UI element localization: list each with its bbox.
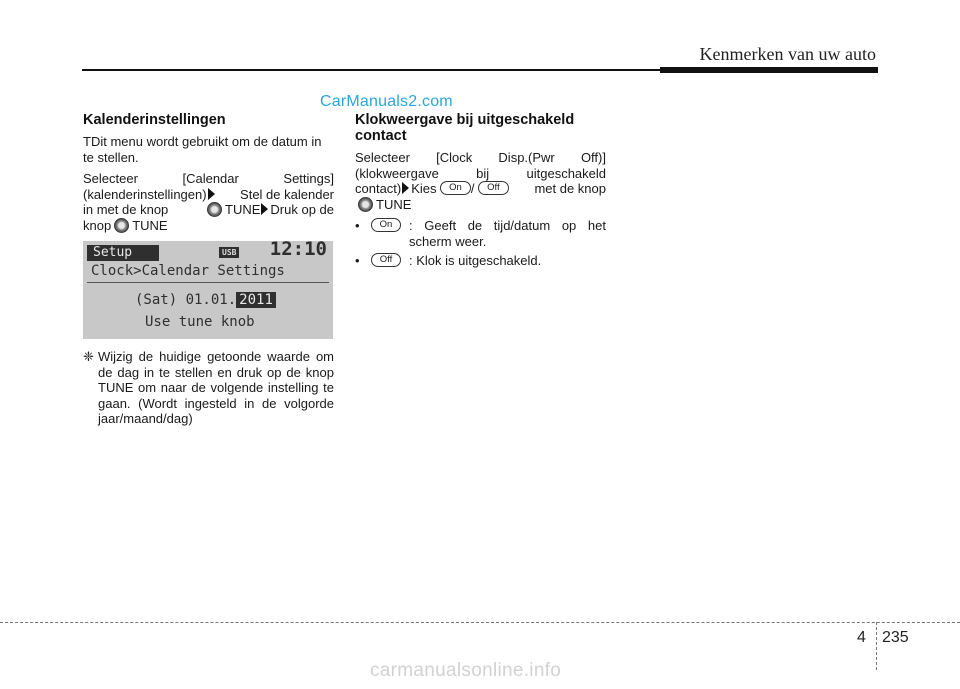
screen-divider <box>87 282 329 283</box>
running-header: Kenmerken van uw auto <box>699 44 876 64</box>
arrow-right-icon <box>402 182 409 194</box>
slash-text: / <box>470 181 475 196</box>
section-heading-clock: Klokweergave bij uitgeschakeld contact <box>355 112 575 144</box>
bullet-dot: • <box>355 253 360 268</box>
chapter-number: 4 <box>857 629 866 646</box>
calendar-intro: TDit menu wordt gebruikt om de datum in te stellen. <box>83 134 322 165</box>
clock-steps <box>355 150 606 212</box>
bullet-off <box>355 253 606 269</box>
screen-hint: Use tune knob <box>145 314 255 330</box>
bullet-on <box>355 218 606 249</box>
clock-line-4 <box>355 197 606 213</box>
clock-line-2: (klokweergave bij uitgeschakeld <box>355 165 606 181</box>
bullet-off-text: : Klok is uitgeschakeld. <box>409 253 542 268</box>
clock-line-3 <box>355 181 606 197</box>
arrow-right-icon <box>261 203 268 215</box>
bullet-dot: • <box>355 218 360 233</box>
screen-menu-path: Clock>Calendar Settings <box>91 263 285 279</box>
on-button-icon: On <box>440 181 471 195</box>
screen-title: Setup <box>87 245 159 261</box>
screen-clock: 12:10 <box>269 238 327 260</box>
setup-screen-image <box>83 238 333 339</box>
step-text: in met de knop <box>83 202 169 217</box>
note-text: Wijzig de huidige getoonde waarde om de dag in te stellen en druk op de knop TUNE om naar de volgende instelling te gaan. (Wordt ingesteld in de volgorde jaar/maand/dag) <box>98 349 334 426</box>
section-heading-calendar: Kalenderinstellingen <box>83 112 226 128</box>
tune-knob-icon <box>207 202 222 217</box>
step-text: knop <box>83 217 112 233</box>
header-rule-thin <box>82 69 660 71</box>
tune-label: TUNE <box>225 202 261 217</box>
bullet-on-text: : Geeft de tijd/datum op het scherm weer. <box>409 218 606 249</box>
date-value: (Sat) 01.01. <box>135 292 237 308</box>
step-text: contact) <box>355 181 402 196</box>
step-line-2 <box>83 187 334 203</box>
step-line-1: Selecteer [Calendar Settings] <box>83 171 334 186</box>
step-text: Druk op de <box>270 202 334 217</box>
footer-divider <box>876 622 877 670</box>
step-text: (kalenderinstellingen) <box>83 186 207 202</box>
note-mark: ❈ <box>83 349 94 364</box>
step-text: Kies <box>411 181 437 196</box>
calendar-note <box>83 349 334 427</box>
step-line-4 <box>83 218 334 234</box>
off-button-icon: Off <box>478 181 509 195</box>
tune-knob-icon <box>358 197 373 212</box>
right-column <box>355 112 606 273</box>
calendar-steps <box>83 171 334 233</box>
step-text: met de knop <box>534 181 606 196</box>
left-column <box>83 112 334 427</box>
on-button-icon: On <box>371 218 402 232</box>
header-rule-thick <box>660 67 878 73</box>
tune-label: TUNE <box>132 217 168 233</box>
off-button-icon: Off <box>371 253 402 267</box>
tune-knob-icon <box>114 218 129 233</box>
page-number: 235 <box>882 629 909 646</box>
year-highlight: 2011 <box>236 292 276 308</box>
screen-date <box>135 293 276 309</box>
usb-badge: USB <box>219 247 239 258</box>
footer-rule <box>0 622 960 623</box>
step-text: Stel de kalender <box>240 186 334 202</box>
watermark-bottom: carmanualsonline.info <box>370 660 562 681</box>
clock-line-1: Selecteer [Clock Disp.(Pwr Off)] <box>355 150 606 165</box>
tune-label: TUNE <box>376 196 412 212</box>
arrow-right-icon <box>208 188 215 200</box>
watermark-top: CarManuals2.com <box>320 93 453 110</box>
step-line-3 <box>83 202 334 218</box>
